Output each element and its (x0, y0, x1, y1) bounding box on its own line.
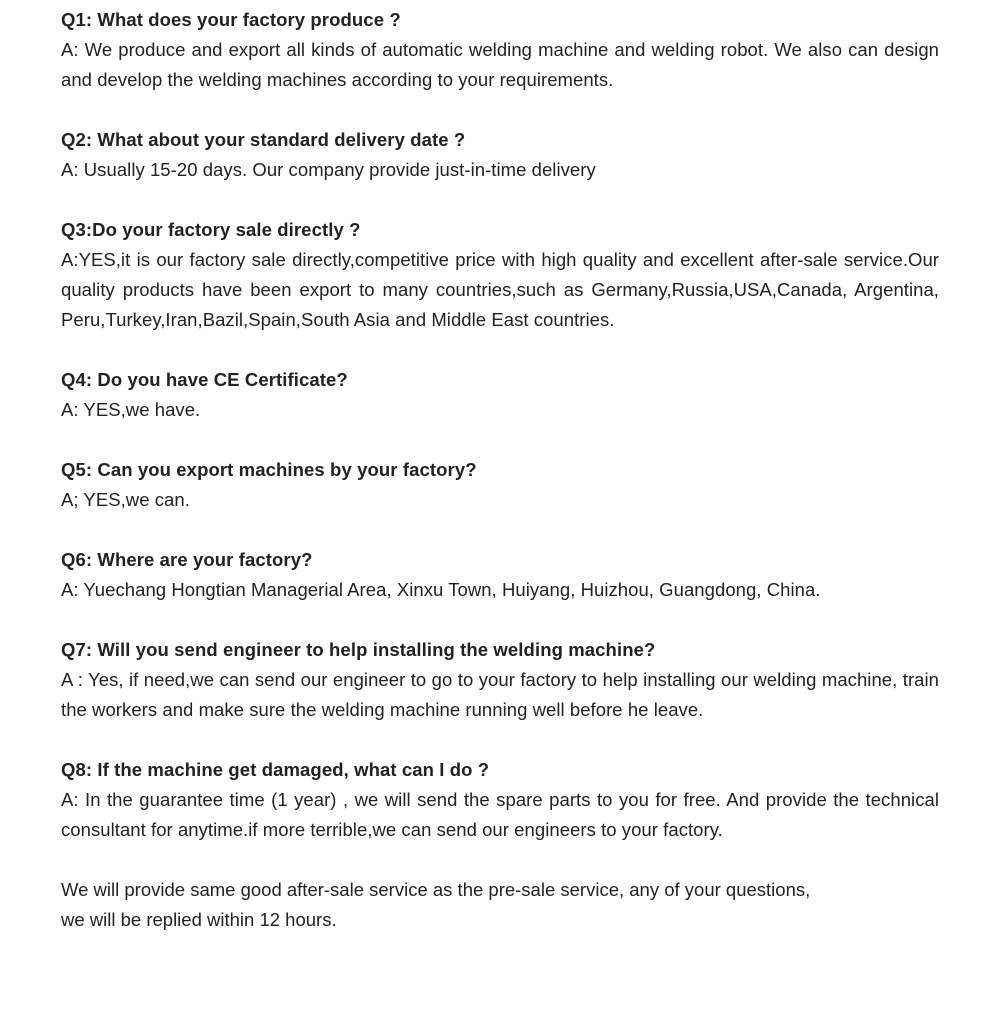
faq-question: Q4: Do you have CE Certificate? (61, 369, 348, 390)
faq-question: Q5: Can you export machines by your factory? (61, 459, 477, 480)
faq-answer: A: Yuechang Hongtian Managerial Area, Xinxu Town, Huiyang, Huizhou, Guangdong, China. (61, 579, 821, 600)
faq-item-q2 (61, 125, 939, 185)
faq-answer: A: In the guarantee time (1 year) , we will send the spare parts to you for free. And provide the technical consultant for anytime.if more terrible,we can send our engineers to your factory. (61, 789, 939, 840)
faq-section (61, 5, 939, 935)
faq-question: Q6: Where are your factory? (61, 549, 313, 570)
closing-line-2: we will be replied within 12 hours. (61, 909, 337, 930)
faq-answer: A: We produce and export all kinds of automatic welding machine and welding robot. We also can design and develop the welding machines according to your requirements. (61, 39, 939, 90)
faq-question: Q8: If the machine get damaged, what can I do ? (61, 759, 490, 780)
faq-answer: A: Usually 15-20 days. Our company provide just-in-time delivery (61, 159, 596, 180)
faq-answer: A: YES,we have. (61, 399, 201, 420)
closing-statement (61, 875, 939, 935)
faq-item-q5 (61, 455, 939, 515)
faq-question: Q2: What about your standard delivery date ? (61, 129, 466, 150)
faq-question: Q3:Do your factory sale directly ? (61, 219, 361, 240)
faq-item-q8 (61, 755, 939, 845)
faq-item-q6 (61, 545, 939, 605)
faq-item-q7 (61, 635, 939, 725)
faq-item-q4 (61, 365, 939, 425)
faq-answer: A:YES,it is our factory sale directly,competitive price with high quality and excellent after-sale service.Our quality products have been export to many countries,such as Germany,Russia,USA,Canada, Argentina, Peru,Turkey,Iran,Bazil,Spain,South Asia and Middle East countries. (61, 249, 939, 330)
faq-item-q1 (61, 5, 939, 95)
faq-item-q3 (61, 215, 939, 335)
faq-question: Q1: What does your factory produce ? (61, 9, 401, 30)
closing-line-1: We will provide same good after-sale service as the pre-sale service, any of your questions, (61, 879, 811, 900)
faq-question: Q7: Will you send engineer to help installing the welding machine? (61, 639, 656, 660)
faq-answer: A; YES,we can. (61, 489, 190, 510)
faq-answer: A : Yes, if need,we can send our engineer to go to your factory to help installing our welding machine, train the workers and make sure the welding machine running well before he leave. (61, 669, 939, 720)
